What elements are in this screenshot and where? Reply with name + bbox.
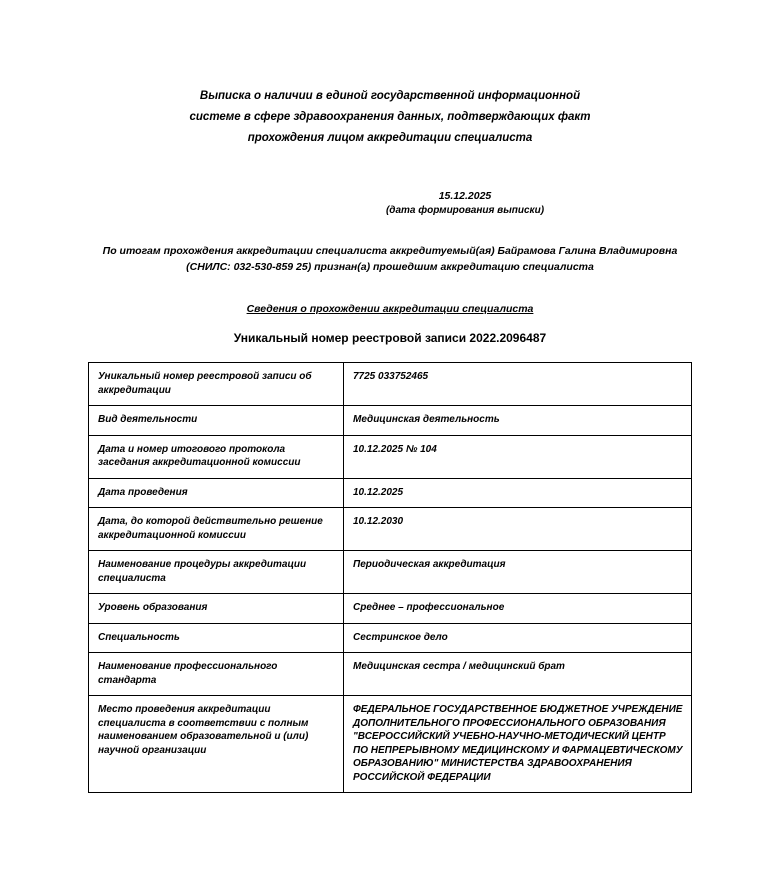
formation-date-block (88, 189, 692, 219)
row-label: Вид деятельности (89, 406, 344, 436)
table-row (89, 363, 692, 406)
table-row (89, 653, 692, 696)
row-label: Место проведения аккредитации специалиста в соответствии с полным наименованием образовательной и (или) научной организации (89, 696, 344, 793)
section-heading: Сведения о прохождении аккредитации специалиста (246, 303, 534, 315)
table-row (89, 508, 692, 551)
row-label: Наименование профессионального стандарта (89, 653, 344, 696)
row-label: Специальность (89, 623, 344, 653)
row-label: Дата и номер итогового протокола заседания аккредитационной комиссии (89, 435, 344, 478)
row-value: 10.12.2030 (344, 508, 692, 551)
accreditation-info-table (88, 362, 692, 793)
table-row (89, 696, 692, 793)
formation-date-caption: (дата формирования выписки) (385, 205, 545, 216)
row-value: 10.12.2025 № 104 (344, 435, 692, 478)
row-value: 10.12.2025 (344, 478, 692, 508)
row-label: Дата, до которой действительно решение аккредитационной комиссии (89, 508, 344, 551)
row-value: Периодическая аккредитация (344, 551, 692, 594)
row-label: Наименование процедуры аккредитации специалиста (89, 551, 344, 594)
row-label: Уникальный номер реестровой записи об аккредитации (89, 363, 344, 406)
row-value: Медицинская сестра / медицинский брат (344, 653, 692, 696)
row-value: Среднее – профессиональное (344, 594, 692, 624)
page-title: Выписка о наличии в единой государственной информационной системе в сфере здравоохранения данных, подтверждающих факт прохождения лицом аккредитации специалиста (189, 90, 591, 144)
row-value: ФЕДЕРАЛЬНОЕ ГОСУДАРСТВЕННОЕ БЮДЖЕТНОЕ УЧРЕЖДЕНИЕ ДОПОЛНИТЕЛЬНОГО ПРОФЕССИОНАЛЬНОГО ОБРАЗОВАНИЯ "ВСЕРОССИЙСКИЙ УЧЕБНО-НАУЧНО-МЕТОДИЧЕСКИЙ ЦЕНТР ПО НЕПРЕРЫВНОМУ МЕДИЦИНСКОМУ И ФАРМАЦЕВТИЧЕСКОМУ ОБРАЗОВАНИЮ" МИНИСТЕРСТВА ЗДРАВООХРАНЕНИЯ РОССИЙСКОЙ ФЕДЕРАЦИИ (344, 696, 692, 793)
table-body (89, 363, 692, 793)
row-value: 7725 033752465 (344, 363, 692, 406)
formation-date-value: 15.12.2025 (438, 190, 492, 202)
row-value: Медицинская деятельность (344, 406, 692, 436)
row-label: Дата проведения (89, 478, 344, 508)
table-row (89, 623, 692, 653)
intro-paragraph: По итогам прохождения аккредитации специалиста аккредитуемый(ая) Байрамова Галина Владимировна (СНИЛС: 032-530-859 25) признан(а) прошедшим аккредитацию специалиста (102, 245, 678, 273)
table-row (89, 594, 692, 624)
table-row (89, 478, 692, 508)
row-value: Сестринское дело (344, 623, 692, 653)
table-row (89, 435, 692, 478)
registry-number: Уникальный номер реестровой записи 2022.2096487 (233, 331, 547, 345)
table-row (89, 551, 692, 594)
table-row (89, 406, 692, 436)
row-label: Уровень образования (89, 594, 344, 624)
